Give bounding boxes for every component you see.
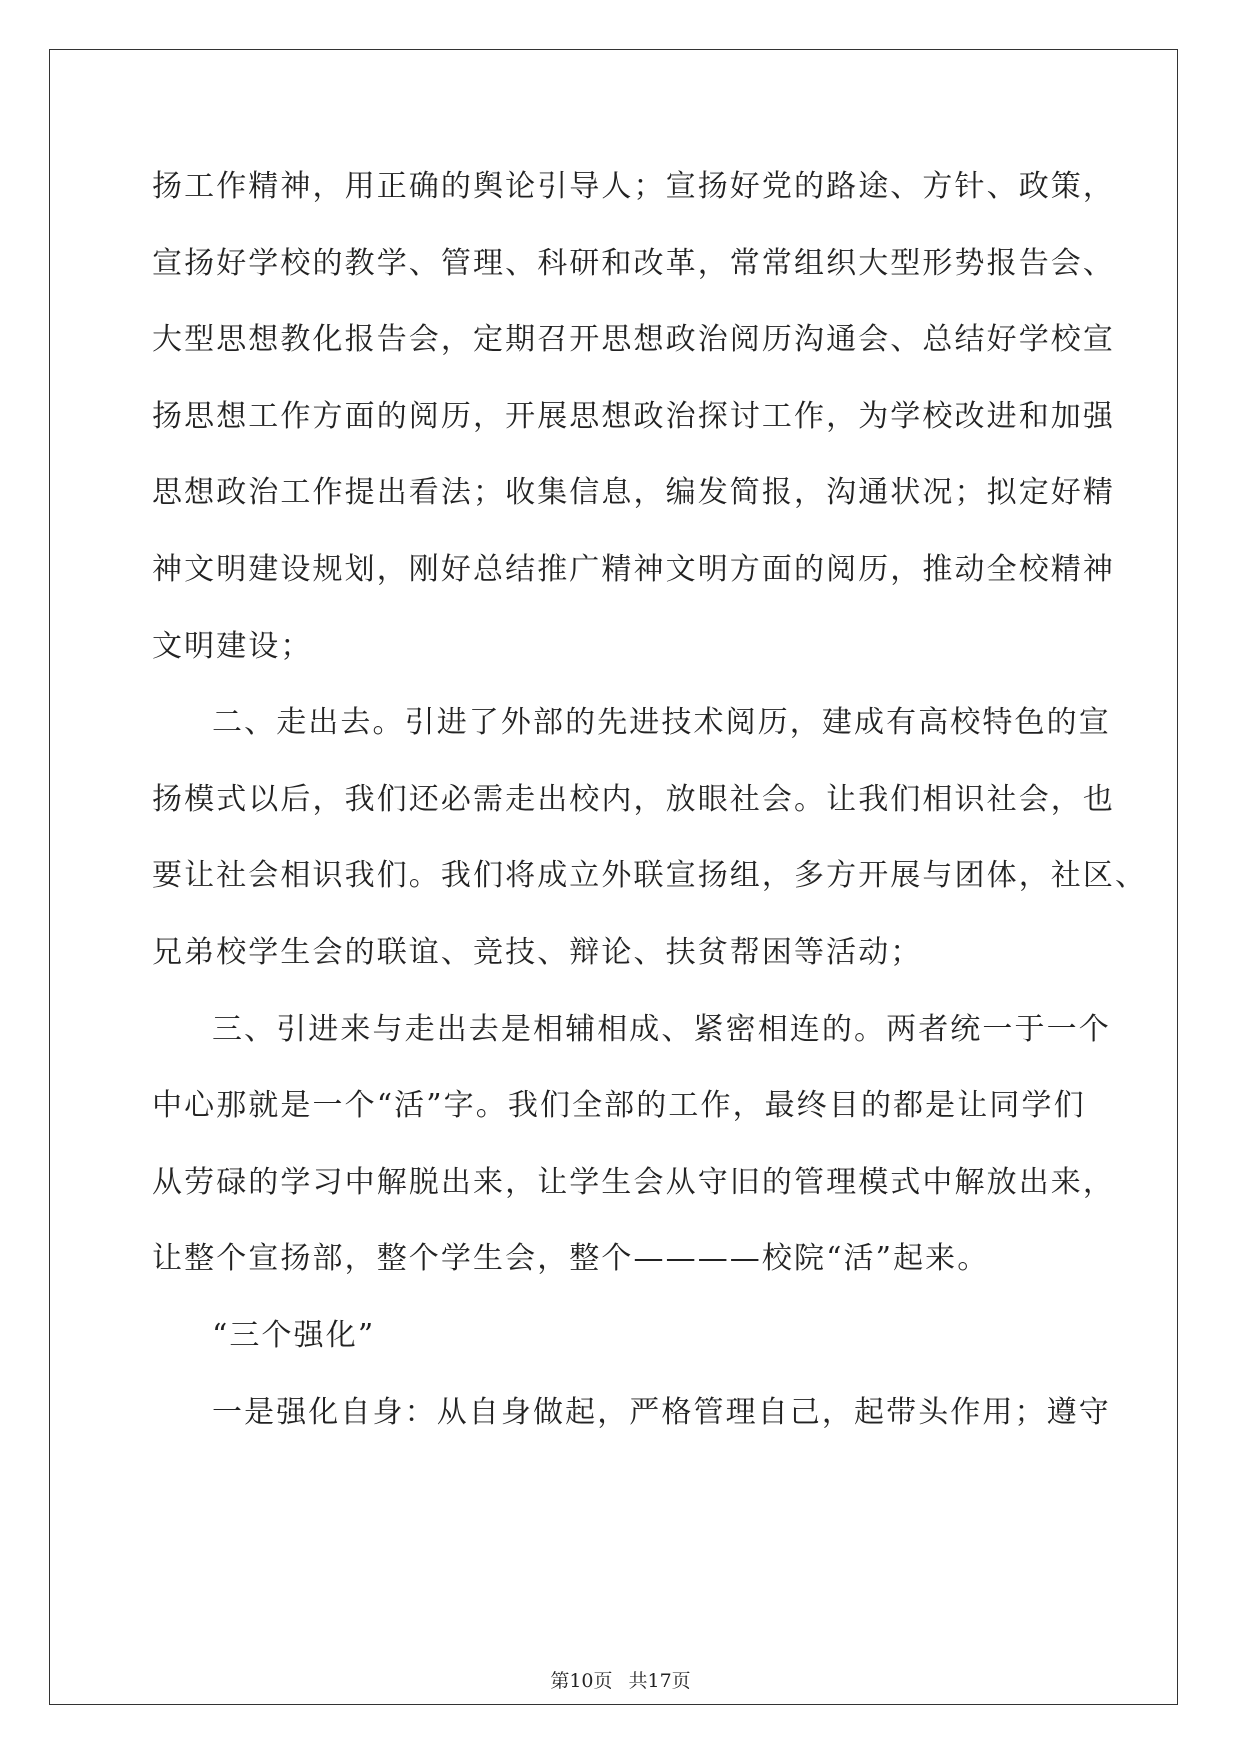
- paragraph-start-line: 一是强化自身：从自身做起，严格管理自己，起带头作用；遵守: [212, 1394, 1111, 1430]
- text-line: 中心那就是一个“活”字。我们全部的工作，最终目的都是让同学们: [152, 1088, 1086, 1124]
- document-body: [152, 162, 1148, 1464]
- paragraph-start-line: 二、走出去。引进了外部的先进技术阅历，建成有高校特色的宣: [212, 705, 1111, 741]
- paragraph-start-line: 三、引进来与走出去是相辅相成、紧密相连的。两者统一于一个: [212, 1011, 1111, 1047]
- text-line: 扬思想工作方面的阅历，开展思想政治探讨工作，为学校改进和加强: [152, 398, 1115, 434]
- text-line: 扬工作精神，用正确的舆论引导人；宣扬好党的路途、方针、政策，: [152, 169, 1115, 204]
- text-line: 让整个宣扬部，整个学生会，整个————校院“活”起来。: [152, 1241, 990, 1277]
- text-line: 神文明建设规划，刚好总结推广精神文明方面的阅历，推动全校精神: [152, 551, 1115, 587]
- text-line: 扬模式以后，我们还必需走出校内，放眼社会。让我们相识社会，也: [152, 781, 1115, 817]
- page-footer: [0, 1666, 1241, 1693]
- section-heading: “三个强化”: [212, 1317, 376, 1353]
- text-line: 思想政治工作提出看法；收集信息，编发简报，沟通状况；拟定好精: [152, 475, 1115, 511]
- text-line: 兄弟校学生会的联谊、竞技、辩论、扶贫帮困等活动；: [152, 934, 923, 970]
- text-line: 大型思想教化报告会，定期召开思想政治阅历沟通会、总结好学校宣: [152, 322, 1115, 358]
- text-line: 从劳碌的学习中解脱出来，让学生会从守旧的管理模式中解放出来，: [152, 1164, 1115, 1200]
- page-number: 第10页: [550, 1670, 613, 1692]
- text-line: 要让社会相识我们。我们将成立外联宣扬组，多方开展与团体，社区、: [152, 858, 1148, 894]
- text-line: 宣扬好学校的教学、管理、科研和改革，常常组织大型形势报告会、: [152, 245, 1115, 281]
- text-line: 文明建设；: [152, 628, 313, 664]
- page-total: 共17页: [628, 1670, 691, 1692]
